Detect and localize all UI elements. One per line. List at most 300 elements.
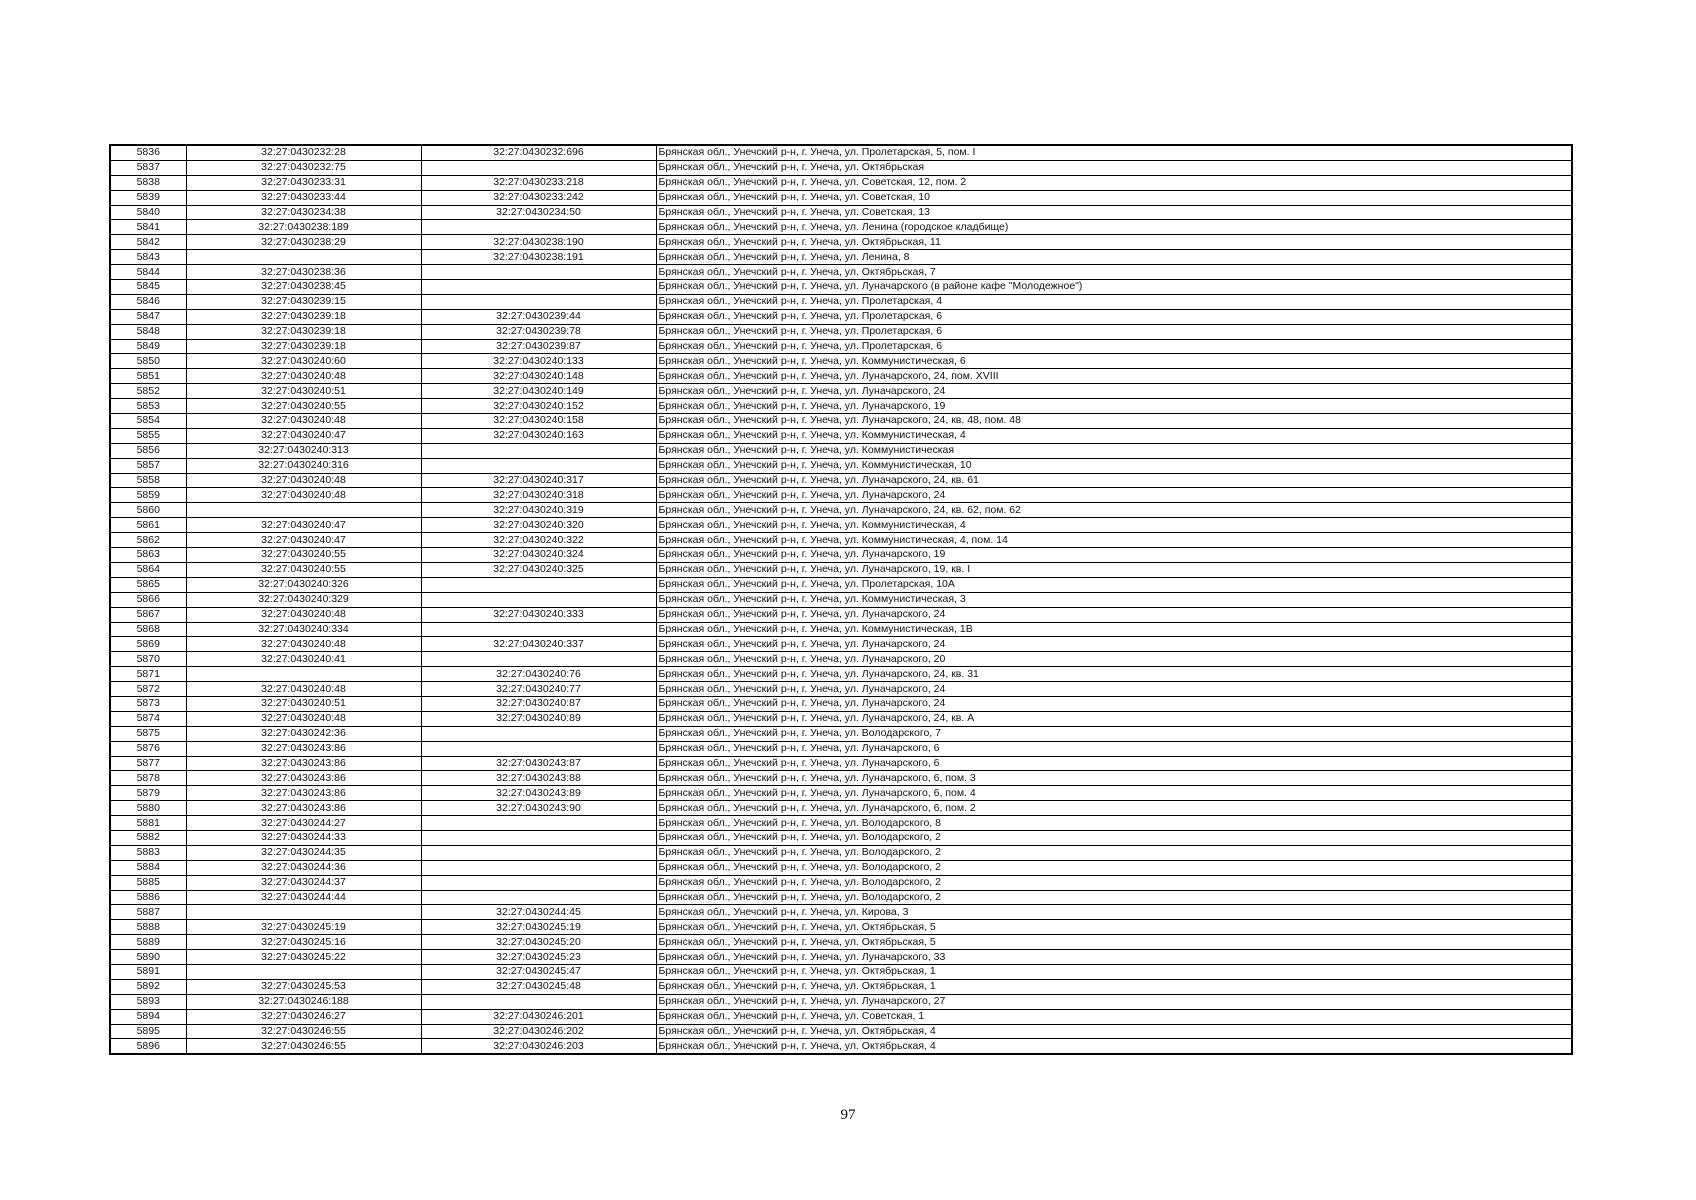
table-row	[110, 920, 1572, 935]
cadastral-number-cell: 32:27:0430240:48	[186, 607, 421, 622]
address-cell: Брянская обл., Унечский р-н, г. Унеча, ул. Луначарского, 24, кв. 48, пом. 48	[656, 414, 1572, 429]
cadastral-number-cell: 32:27:0430239:18	[186, 324, 421, 339]
row-number-cell: 5854	[110, 414, 186, 429]
cadastral-number-cell: 32:27:0430245:53	[186, 979, 421, 994]
cadastral-number-cell: 32:27:0430243:86	[186, 786, 421, 801]
object-cadastral-number-cell	[421, 265, 656, 280]
address-cell: Брянская обл., Унечский р-н, г. Унеча, ул. Советская, 13	[656, 205, 1572, 220]
land-registry-table	[109, 144, 1573, 1055]
cadastral-number-cell: 32:27:0430243:86	[186, 801, 421, 816]
cadastral-number-cell: 32:27:0430232:28	[186, 145, 421, 160]
table-row	[110, 220, 1572, 235]
row-number-cell: 5860	[110, 503, 186, 518]
row-number-cell: 5883	[110, 845, 186, 860]
row-number-cell: 5863	[110, 548, 186, 563]
object-cadastral-number-cell	[421, 652, 656, 667]
object-cadastral-number-cell	[421, 994, 656, 1009]
table-row	[110, 1009, 1572, 1024]
cadastral-number-cell: 32:27:0430242:36	[186, 726, 421, 741]
cadastral-number-cell: 32:27:0430240:47	[186, 428, 421, 443]
row-number-cell: 5864	[110, 562, 186, 577]
object-cadastral-number-cell: 32:27:0430240:149	[421, 384, 656, 399]
row-number-cell: 5850	[110, 354, 186, 369]
table-row	[110, 622, 1572, 637]
cadastral-number-cell: 32:27:0430239:18	[186, 309, 421, 324]
address-cell: Брянская обл., Унечский р-н, г. Унеча, ул. Октябрьская, 7	[656, 265, 1572, 280]
row-number-cell: 5851	[110, 369, 186, 384]
row-number-cell: 5862	[110, 533, 186, 548]
address-cell: Брянская обл., Унечский р-н, г. Унеча, ул. Луначарского, 24	[656, 696, 1572, 711]
row-number-cell: 5876	[110, 741, 186, 756]
table-row	[110, 711, 1572, 726]
cadastral-number-cell: 32:27:0430240:47	[186, 518, 421, 533]
cadastral-number-cell: 32:27:0430240:55	[186, 548, 421, 563]
table-row	[110, 935, 1572, 950]
table-row	[110, 607, 1572, 622]
row-number-cell: 5867	[110, 607, 186, 622]
address-cell: Брянская обл., Унечский р-н, г. Унеча, ул. Володарского, 2	[656, 875, 1572, 890]
table-row	[110, 696, 1572, 711]
row-number-cell: 5880	[110, 801, 186, 816]
cadastral-number-cell: 32:27:0430238:36	[186, 265, 421, 280]
object-cadastral-number-cell: 32:27:0430240:322	[421, 533, 656, 548]
address-cell: Брянская обл., Унечский р-н, г. Унеча, ул. Луначарского, 19	[656, 399, 1572, 414]
object-cadastral-number-cell	[421, 845, 656, 860]
object-cadastral-number-cell: 32:27:0430245:48	[421, 979, 656, 994]
address-cell: Брянская обл., Унечский р-н, г. Унеча, ул. Октябрьская	[656, 160, 1572, 175]
table-row	[110, 950, 1572, 965]
cadastral-number-cell: 32:27:0430240:55	[186, 399, 421, 414]
cadastral-number-cell: 32:27:0430240:51	[186, 384, 421, 399]
cadastral-number-cell: 32:27:0430240:48	[186, 488, 421, 503]
table-row	[110, 235, 1572, 250]
cadastral-number-cell: 32:27:0430244:36	[186, 860, 421, 875]
object-cadastral-number-cell	[421, 622, 656, 637]
row-number-cell: 5879	[110, 786, 186, 801]
table-row	[110, 473, 1572, 488]
object-cadastral-number-cell	[421, 160, 656, 175]
address-cell: Брянская обл., Унечский р-н, г. Унеча, ул. Пролетарская, 4	[656, 294, 1572, 309]
address-cell: Брянская обл., Унечский р-н, г. Унеча, ул. Советская, 12, пом. 2	[656, 175, 1572, 190]
table-row	[110, 726, 1572, 741]
row-number-cell: 5840	[110, 205, 186, 220]
row-number-cell: 5874	[110, 711, 186, 726]
address-cell: Брянская обл., Унечский р-н, г. Унеча, ул. Луначарского, 20	[656, 652, 1572, 667]
row-number-cell: 5837	[110, 160, 186, 175]
row-number-cell: 5853	[110, 399, 186, 414]
table-row	[110, 1039, 1572, 1054]
object-cadastral-number-cell	[421, 726, 656, 741]
table-row	[110, 533, 1572, 548]
row-number-cell: 5894	[110, 1009, 186, 1024]
address-cell: Брянская обл., Унечский р-н, г. Унеча, ул. Ленина, 8	[656, 250, 1572, 265]
object-cadastral-number-cell: 32:27:0430233:242	[421, 190, 656, 205]
object-cadastral-number-cell: 32:27:0430245:20	[421, 935, 656, 950]
table-row	[110, 175, 1572, 190]
object-cadastral-number-cell: 32:27:0430240:163	[421, 428, 656, 443]
cadastral-number-cell: 32:27:0430240:48	[186, 682, 421, 697]
row-number-cell: 5858	[110, 473, 186, 488]
table-row	[110, 979, 1572, 994]
table-row	[110, 503, 1572, 518]
row-number-cell: 5877	[110, 756, 186, 771]
address-cell: Брянская обл., Унечский р-н, г. Унеча, ул. Кирова, 3	[656, 905, 1572, 920]
address-cell: Брянская обл., Унечский р-н, г. Унеча, ул. Луначарского, 6, пом. 4	[656, 786, 1572, 801]
address-cell: Брянская обл., Унечский р-н, г. Унеча, ул. Октябрьская, 1	[656, 964, 1572, 979]
address-cell: Брянская обл., Унечский р-н, г. Унеча, ул. Луначарского, 27	[656, 994, 1572, 1009]
address-cell: Брянская обл., Унечский р-н, г. Унеча, ул. Володарского, 2	[656, 860, 1572, 875]
table-row	[110, 1024, 1572, 1039]
table-row	[110, 592, 1572, 607]
table-row	[110, 309, 1572, 324]
object-cadastral-number-cell: 32:27:0430240:89	[421, 711, 656, 726]
row-number-cell: 5870	[110, 652, 186, 667]
address-cell: Брянская обл., Унечский р-н, г. Унеча, ул. Коммунистическая, 4	[656, 518, 1572, 533]
cadastral-number-cell: 32:27:0430240:48	[186, 414, 421, 429]
object-cadastral-number-cell: 32:27:0430240:318	[421, 488, 656, 503]
object-cadastral-number-cell: 32:27:0430240:319	[421, 503, 656, 518]
address-cell: Брянская обл., Унечский р-н, г. Унеча, ул. Луначарского, 6	[656, 741, 1572, 756]
cadastral-number-cell: 32:27:0430245:16	[186, 935, 421, 950]
row-number-cell: 5878	[110, 771, 186, 786]
cadastral-number-cell: 32:27:0430240:329	[186, 592, 421, 607]
cadastral-number-cell: 32:27:0430246:55	[186, 1039, 421, 1054]
object-cadastral-number-cell: 32:27:0430240:320	[421, 518, 656, 533]
address-cell: Брянская обл., Унечский р-н, г. Унеча, ул. Пролетарская, 6	[656, 309, 1572, 324]
object-cadastral-number-cell: 32:27:0430240:333	[421, 607, 656, 622]
cadastral-number-cell: 32:27:0430240:51	[186, 696, 421, 711]
cadastral-number-cell: 32:27:0430240:326	[186, 577, 421, 592]
address-cell: Брянская обл., Унечский р-н, г. Унеча, ул. Пролетарская, 5, пом. I	[656, 145, 1572, 160]
row-number-cell: 5887	[110, 905, 186, 920]
table-row	[110, 265, 1572, 280]
object-cadastral-number-cell: 32:27:0430246:201	[421, 1009, 656, 1024]
row-number-cell: 5884	[110, 860, 186, 875]
row-number-cell: 5866	[110, 592, 186, 607]
address-cell: Брянская обл., Унечский р-н, г. Унеча, ул. Луначарского, 19	[656, 548, 1572, 563]
table-row	[110, 428, 1572, 443]
address-cell: Брянская обл., Унечский р-н, г. Унеча, ул. Луначарского, 24	[656, 637, 1572, 652]
cadastral-number-cell: 32:27:0430240:47	[186, 533, 421, 548]
object-cadastral-number-cell: 32:27:0430233:218	[421, 175, 656, 190]
cadastral-number-cell: 32:27:0430245:22	[186, 950, 421, 965]
address-cell: Брянская обл., Унечский р-н, г. Унеча, ул. Луначарского, 33	[656, 950, 1572, 965]
cadastral-number-cell: 32:27:0430244:35	[186, 845, 421, 860]
row-number-cell: 5847	[110, 309, 186, 324]
row-number-cell: 5896	[110, 1039, 186, 1054]
row-number-cell: 5895	[110, 1024, 186, 1039]
row-number-cell: 5844	[110, 265, 186, 280]
table-row	[110, 443, 1572, 458]
address-cell: Брянская обл., Унечский р-н, г. Унеча, ул. Октябрьская, 5	[656, 935, 1572, 950]
address-cell: Брянская обл., Унечский р-н, г. Унеча, ул. Володарского, 2	[656, 830, 1572, 845]
table-row	[110, 384, 1572, 399]
row-number-cell: 5882	[110, 830, 186, 845]
address-cell: Брянская обл., Унечский р-н, г. Унеча, ул. Луначарского, 24	[656, 607, 1572, 622]
object-cadastral-number-cell	[421, 280, 656, 295]
table-row	[110, 771, 1572, 786]
address-cell: Брянская обл., Унечский р-н, г. Унеча, ул. Коммунистическая, 1В	[656, 622, 1572, 637]
row-number-cell: 5846	[110, 294, 186, 309]
address-cell: Брянская обл., Унечский р-н, г. Унеча, ул. Луначарского, 19, кв. I	[656, 562, 1572, 577]
row-number-cell: 5890	[110, 950, 186, 965]
cadastral-number-cell: 32:27:0430244:27	[186, 816, 421, 831]
cadastral-number-cell: 32:27:0430238:29	[186, 235, 421, 250]
row-number-cell: 5891	[110, 964, 186, 979]
table-row	[110, 682, 1572, 697]
object-cadastral-number-cell	[421, 294, 656, 309]
cadastral-number-cell: 32:27:0430243:86	[186, 756, 421, 771]
object-cadastral-number-cell: 32:27:0430240:77	[421, 682, 656, 697]
address-cell: Брянская обл., Унечский р-н, г. Унеча, ул. Луначарского, 24, кв. А	[656, 711, 1572, 726]
row-number-cell: 5872	[110, 682, 186, 697]
object-cadastral-number-cell	[421, 890, 656, 905]
cadastral-number-cell	[186, 503, 421, 518]
table-row	[110, 577, 1572, 592]
object-cadastral-number-cell: 32:27:0430245:19	[421, 920, 656, 935]
object-cadastral-number-cell: 32:27:0430240:133	[421, 354, 656, 369]
cadastral-number-cell	[186, 905, 421, 920]
cadastral-number-cell: 32:27:0430243:86	[186, 741, 421, 756]
table-row	[110, 324, 1572, 339]
table-row	[110, 637, 1572, 652]
object-cadastral-number-cell: 32:27:0430246:202	[421, 1024, 656, 1039]
object-cadastral-number-cell: 32:27:0430245:23	[421, 950, 656, 965]
row-number-cell: 5869	[110, 637, 186, 652]
address-cell: Брянская обл., Унечский р-н, г. Унеча, ул. Луначарского, 24	[656, 682, 1572, 697]
address-cell: Брянская обл., Унечский р-н, г. Унеча, ул. Коммунистическая, 3	[656, 592, 1572, 607]
table-row	[110, 414, 1572, 429]
table-row	[110, 280, 1572, 295]
object-cadastral-number-cell	[421, 577, 656, 592]
row-number-cell: 5856	[110, 443, 186, 458]
table-row	[110, 369, 1572, 384]
cadastral-number-cell: 32:27:0430240:48	[186, 711, 421, 726]
address-cell: Брянская обл., Унечский р-н, г. Унеча, ул. Луначарского, 24	[656, 488, 1572, 503]
address-cell: Брянская обл., Унечский р-н, г. Унеча, ул. Октябрьская, 4	[656, 1039, 1572, 1054]
object-cadastral-number-cell: 32:27:0430240:87	[421, 696, 656, 711]
object-cadastral-number-cell: 32:27:0430240:158	[421, 414, 656, 429]
table-row	[110, 845, 1572, 860]
table-row	[110, 756, 1572, 771]
object-cadastral-number-cell: 32:27:0430243:89	[421, 786, 656, 801]
cadastral-number-cell: 32:27:0430240:55	[186, 562, 421, 577]
row-number-cell: 5855	[110, 428, 186, 443]
table-row	[110, 354, 1572, 369]
address-cell: Брянская обл., Унечский р-н, г. Унеча, ул. Октябрьская, 4	[656, 1024, 1572, 1039]
address-cell: Брянская обл., Унечский р-н, г. Унеча, ул. Луначарского, 6, пом. 3	[656, 771, 1572, 786]
address-cell: Брянская обл., Унечский р-н, г. Унеча, ул. Луначарского, 24, кв. 61	[656, 473, 1572, 488]
table-row	[110, 994, 1572, 1009]
object-cadastral-number-cell	[421, 443, 656, 458]
table-row	[110, 741, 1572, 756]
cadastral-number-cell: 32:27:0430233:31	[186, 175, 421, 190]
cadastral-number-cell: 32:27:0430245:19	[186, 920, 421, 935]
object-cadastral-number-cell	[421, 458, 656, 473]
row-number-cell: 5839	[110, 190, 186, 205]
address-cell: Брянская обл., Унечский р-н, г. Унеча, ул. Луначарского, 6, пом. 2	[656, 801, 1572, 816]
cadastral-number-cell: 32:27:0430239:15	[186, 294, 421, 309]
table-row	[110, 294, 1572, 309]
table-row	[110, 667, 1572, 682]
cadastral-number-cell: 32:27:0430246:55	[186, 1024, 421, 1039]
row-number-cell: 5861	[110, 518, 186, 533]
row-number-cell: 5836	[110, 145, 186, 160]
row-number-cell: 5881	[110, 816, 186, 831]
row-number-cell: 5842	[110, 235, 186, 250]
row-number-cell: 5865	[110, 577, 186, 592]
cadastral-number-cell: 32:27:0430246:188	[186, 994, 421, 1009]
row-number-cell: 5889	[110, 935, 186, 950]
row-number-cell: 5893	[110, 994, 186, 1009]
row-number-cell: 5848	[110, 324, 186, 339]
address-cell: Брянская обл., Унечский р-н, г. Унеча, ул. Луначарского, 6	[656, 756, 1572, 771]
object-cadastral-number-cell	[421, 220, 656, 235]
object-cadastral-number-cell	[421, 860, 656, 875]
object-cadastral-number-cell: 32:27:0430243:90	[421, 801, 656, 816]
object-cadastral-number-cell: 32:27:0430240:325	[421, 562, 656, 577]
address-cell: Брянская обл., Унечский р-н, г. Унеча, ул. Октябрьская, 1	[656, 979, 1572, 994]
row-number-cell: 5871	[110, 667, 186, 682]
object-cadastral-number-cell: 32:27:0430245:47	[421, 964, 656, 979]
table-row	[110, 205, 1572, 220]
row-number-cell: 5873	[110, 696, 186, 711]
row-number-cell: 5841	[110, 220, 186, 235]
object-cadastral-number-cell: 32:27:0430239:87	[421, 339, 656, 354]
table-row	[110, 860, 1572, 875]
cadastral-number-cell: 32:27:0430238:189	[186, 220, 421, 235]
table-row	[110, 190, 1572, 205]
cadastral-number-cell: 32:27:0430240:316	[186, 458, 421, 473]
cadastral-number-cell: 32:27:0430244:37	[186, 875, 421, 890]
cadastral-number-cell: 32:27:0430243:86	[186, 771, 421, 786]
address-cell: Брянская обл., Унечский р-н, г. Унеча, ул. Володарского, 8	[656, 816, 1572, 831]
address-cell: Брянская обл., Унечский р-н, г. Унеча, ул. Пролетарская, 6	[656, 324, 1572, 339]
object-cadastral-number-cell	[421, 830, 656, 845]
row-number-cell: 5838	[110, 175, 186, 190]
object-cadastral-number-cell: 32:27:0430238:191	[421, 250, 656, 265]
row-number-cell: 5845	[110, 280, 186, 295]
cadastral-number-cell	[186, 667, 421, 682]
row-number-cell: 5888	[110, 920, 186, 935]
object-cadastral-number-cell: 32:27:0430243:87	[421, 756, 656, 771]
address-cell: Брянская обл., Унечский р-н, г. Унеча, ул. Советская, 10	[656, 190, 1572, 205]
object-cadastral-number-cell: 32:27:0430243:88	[421, 771, 656, 786]
address-cell: Брянская обл., Унечский р-н, г. Унеча, ул. Володарского, 7	[656, 726, 1572, 741]
cadastral-number-cell: 32:27:0430240:334	[186, 622, 421, 637]
object-cadastral-number-cell: 32:27:0430239:78	[421, 324, 656, 339]
cadastral-number-cell: 32:27:0430234:38	[186, 205, 421, 220]
object-cadastral-number-cell	[421, 741, 656, 756]
address-cell: Брянская обл., Унечский р-н, г. Унеча, ул. Володарского, 2	[656, 890, 1572, 905]
object-cadastral-number-cell: 32:27:0430234:50	[421, 205, 656, 220]
object-cadastral-number-cell: 32:27:0430240:324	[421, 548, 656, 563]
cadastral-number-cell	[186, 964, 421, 979]
object-cadastral-number-cell	[421, 875, 656, 890]
cadastral-number-cell: 32:27:0430240:60	[186, 354, 421, 369]
address-cell: Брянская обл., Унечский р-н, г. Унеча, ул. Володарского, 2	[656, 845, 1572, 860]
table-row	[110, 399, 1572, 414]
table-row	[110, 801, 1572, 816]
object-cadastral-number-cell: 32:27:0430240:76	[421, 667, 656, 682]
table-row	[110, 875, 1572, 890]
table-row	[110, 160, 1572, 175]
table-row	[110, 816, 1572, 831]
address-cell: Брянская обл., Унечский р-н, г. Унеча, ул. Пролетарская, 6	[656, 339, 1572, 354]
table-row	[110, 548, 1572, 563]
cadastral-number-cell: 32:27:0430240:41	[186, 652, 421, 667]
row-number-cell: 5868	[110, 622, 186, 637]
table-row	[110, 786, 1572, 801]
cadastral-number-cell: 32:27:0430244:33	[186, 830, 421, 845]
row-number-cell: 5875	[110, 726, 186, 741]
row-number-cell: 5852	[110, 384, 186, 399]
object-cadastral-number-cell: 32:27:0430240:152	[421, 399, 656, 414]
row-number-cell: 5843	[110, 250, 186, 265]
row-number-cell: 5885	[110, 875, 186, 890]
table-row	[110, 145, 1572, 160]
row-number-cell: 5857	[110, 458, 186, 473]
table-row	[110, 339, 1572, 354]
cadastral-number-cell: 32:27:0430239:18	[186, 339, 421, 354]
object-cadastral-number-cell	[421, 816, 656, 831]
address-cell: Брянская обл., Унечский р-н, г. Унеча, ул. Луначарского, 24, кв. 31	[656, 667, 1572, 682]
address-cell: Брянская обл., Унечский р-н, г. Унеча, ул. Коммунистическая, 4	[656, 428, 1572, 443]
address-cell: Брянская обл., Унечский р-н, г. Унеча, ул. Луначарского (в районе кафе "Молодежное")	[656, 280, 1572, 295]
address-cell: Брянская обл., Унечский р-н, г. Унеча, ул. Коммунистическая, 10	[656, 458, 1572, 473]
address-cell: Брянская обл., Унечский р-н, г. Унеча, ул. Луначарского, 24, пом. XVIII	[656, 369, 1572, 384]
cadastral-number-cell: 32:27:0430232:75	[186, 160, 421, 175]
object-cadastral-number-cell: 32:27:0430246:203	[421, 1039, 656, 1054]
registry-table-body	[110, 145, 1572, 1054]
object-cadastral-number-cell: 32:27:0430244:45	[421, 905, 656, 920]
object-cadastral-number-cell: 32:27:0430240:148	[421, 369, 656, 384]
object-cadastral-number-cell: 32:27:0430239:44	[421, 309, 656, 324]
table-row	[110, 905, 1572, 920]
cadastral-number-cell	[186, 250, 421, 265]
address-cell: Брянская обл., Унечский р-н, г. Унеча, ул. Коммунистическая, 6	[656, 354, 1572, 369]
table-row	[110, 652, 1572, 667]
object-cadastral-number-cell: 32:27:0430232:696	[421, 145, 656, 160]
address-cell: Брянская обл., Унечский р-н, г. Унеча, ул. Коммунистическая	[656, 443, 1572, 458]
address-cell: Брянская обл., Унечский р-н, г. Унеча, ул. Советская, 1	[656, 1009, 1572, 1024]
row-number-cell: 5892	[110, 979, 186, 994]
cadastral-number-cell: 32:27:0430240:313	[186, 443, 421, 458]
address-cell: Брянская обл., Унечский р-н, г. Унеча, ул. Пролетарская, 10А	[656, 577, 1572, 592]
address-cell: Брянская обл., Унечский р-н, г. Унеча, ул. Луначарского, 24	[656, 384, 1572, 399]
table-row	[110, 562, 1572, 577]
address-cell: Брянская обл., Унечский р-н, г. Унеча, ул. Ленина (городское кладбище)	[656, 220, 1572, 235]
cadastral-number-cell: 32:27:0430238:45	[186, 280, 421, 295]
object-cadastral-number-cell: 32:27:0430238:190	[421, 235, 656, 250]
row-number-cell: 5849	[110, 339, 186, 354]
table-row	[110, 830, 1572, 845]
table-row	[110, 488, 1572, 503]
cadastral-number-cell: 32:27:0430246:27	[186, 1009, 421, 1024]
row-number-cell: 5886	[110, 890, 186, 905]
table-row	[110, 890, 1572, 905]
table-row	[110, 518, 1572, 533]
cadastral-number-cell: 32:27:0430233:44	[186, 190, 421, 205]
table-row	[110, 964, 1572, 979]
object-cadastral-number-cell: 32:27:0430240:337	[421, 637, 656, 652]
cadastral-number-cell: 32:27:0430240:48	[186, 473, 421, 488]
address-cell: Брянская обл., Унечский р-н, г. Унеча, ул. Октябрьская, 11	[656, 235, 1572, 250]
page-number: 97	[840, 1107, 856, 1123]
row-number-cell: 5859	[110, 488, 186, 503]
address-cell: Брянская обл., Унечский р-н, г. Унеча, ул. Луначарского, 24, кв. 62, пом. 62	[656, 503, 1572, 518]
object-cadastral-number-cell: 32:27:0430240:317	[421, 473, 656, 488]
